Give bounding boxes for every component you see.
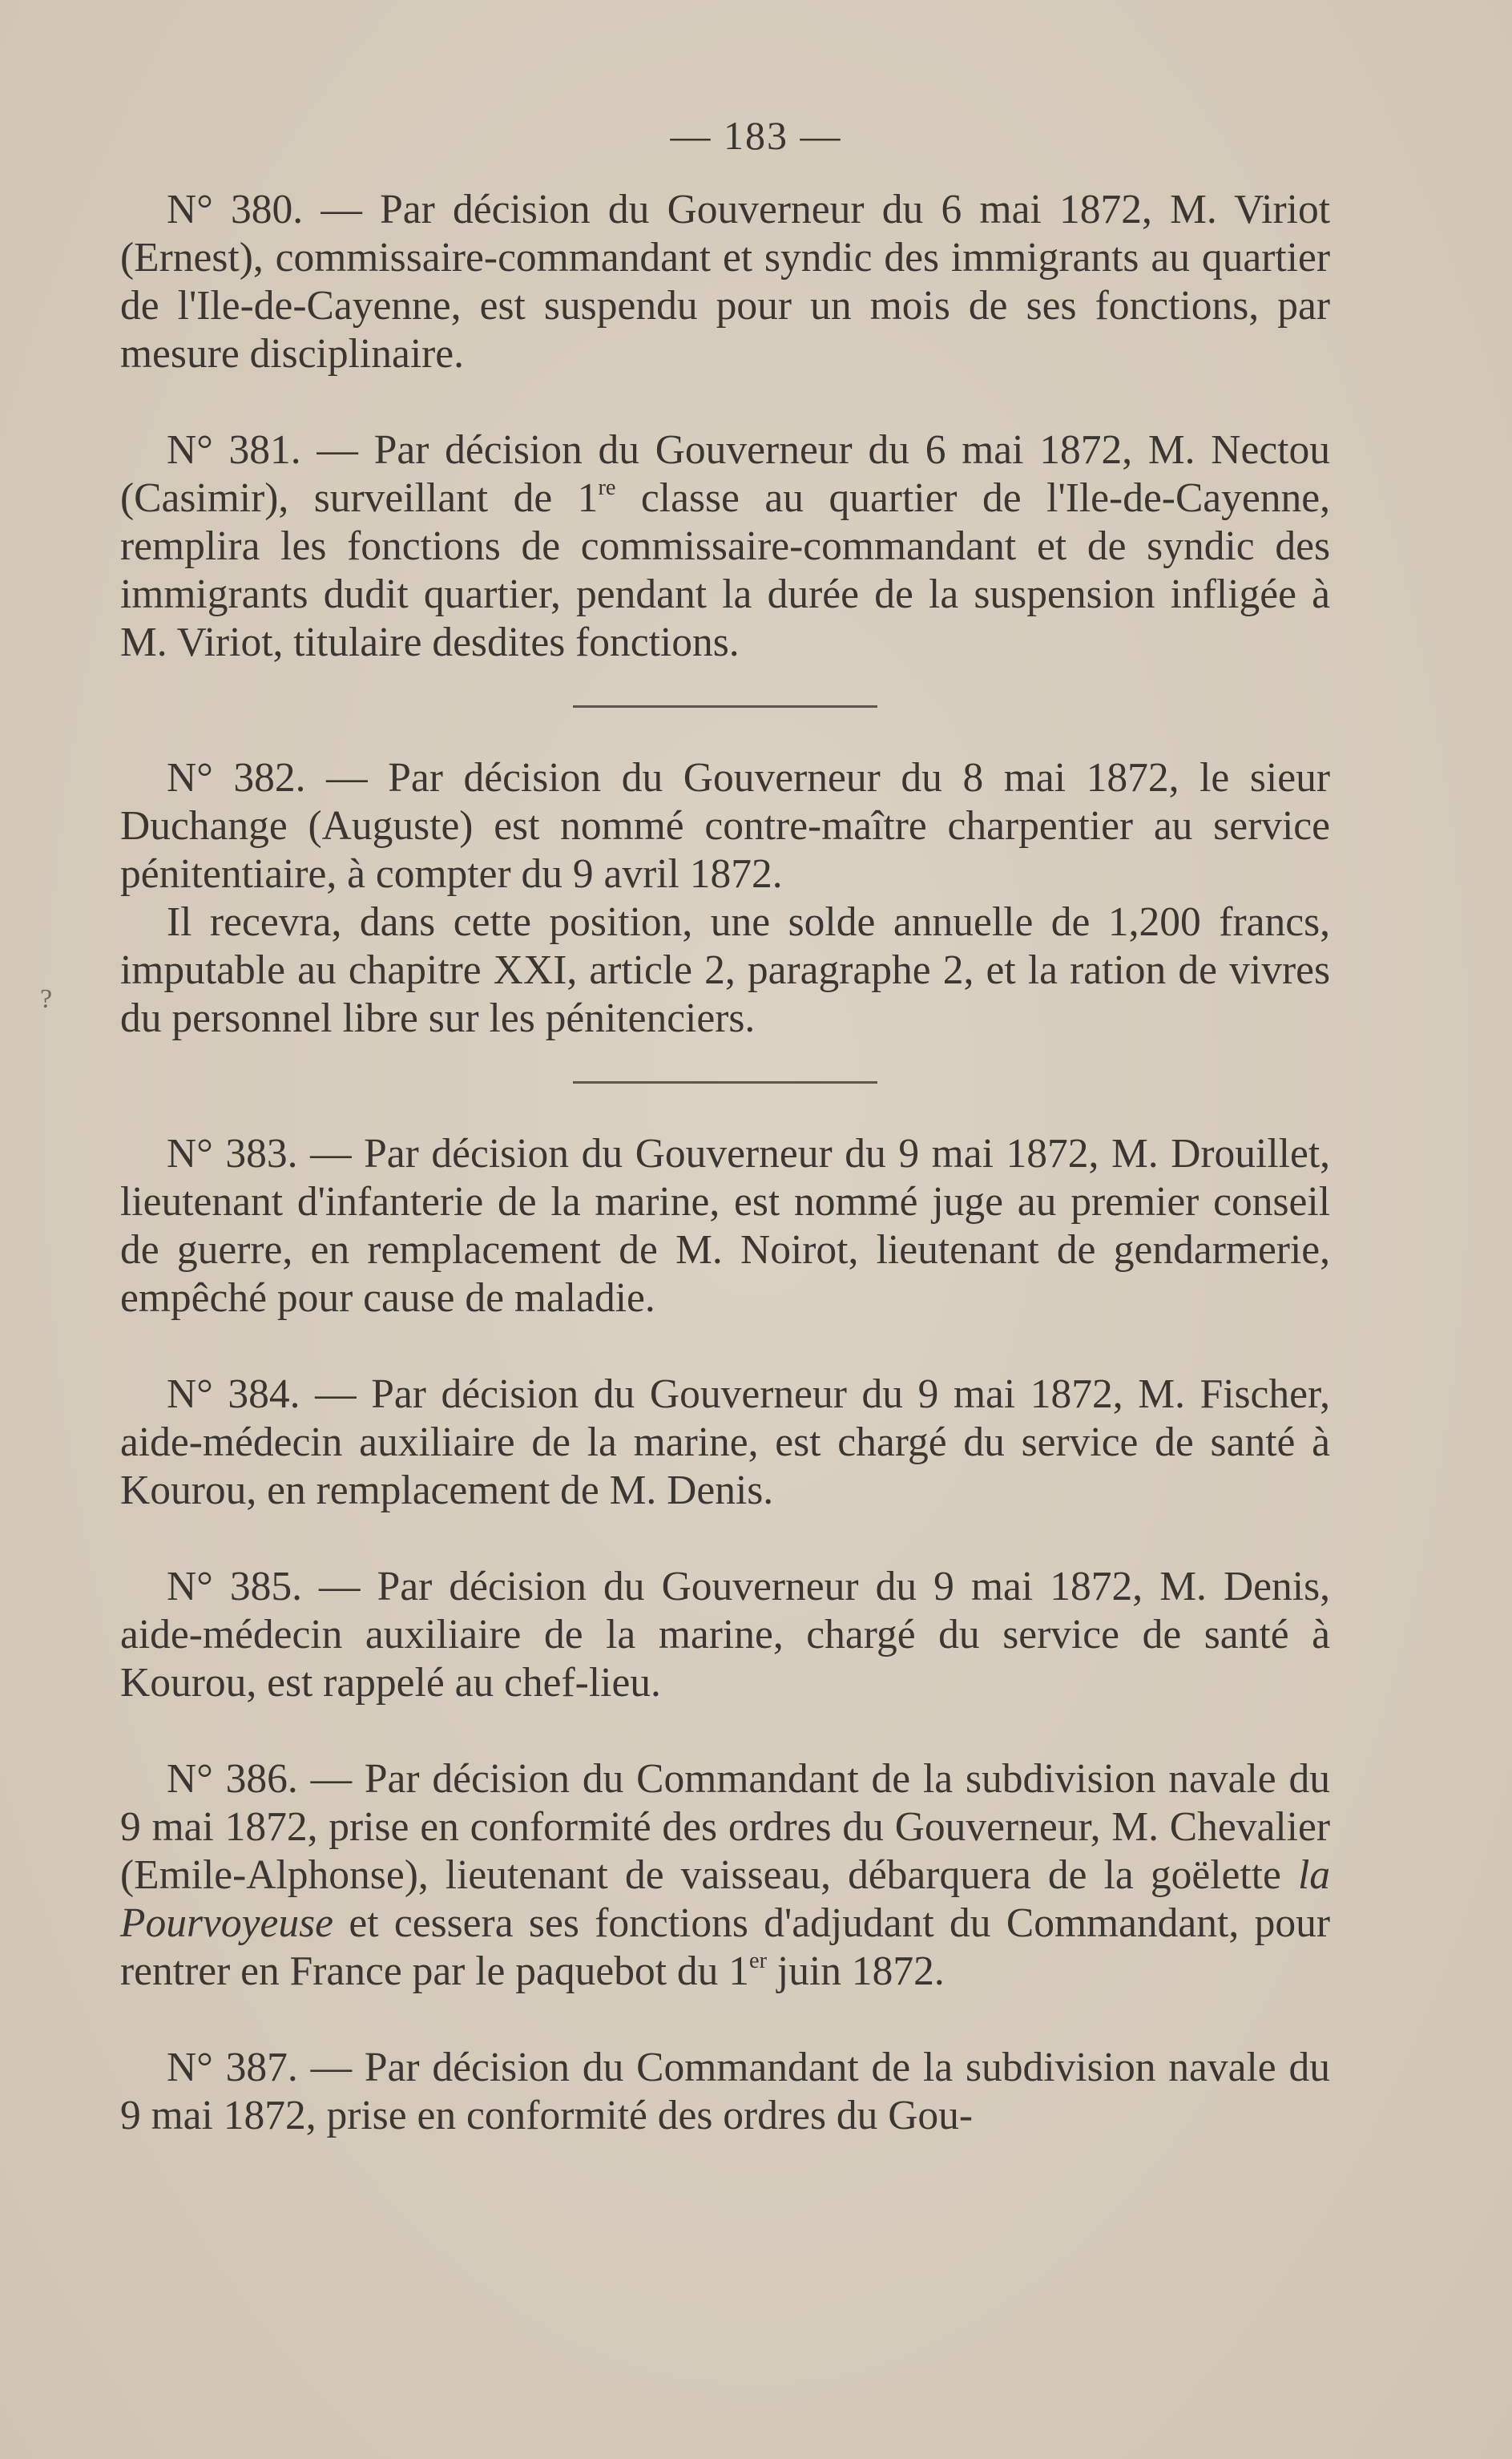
paragraph: N° 384. — Par décision du Gouverneur du 9 mai 1872, M. Fischer, aide-médecin auxiliaire de la marine, est chargé du service de santé à Kourou, en remplacement de M. Denis. (120, 1371, 1330, 1513)
entry-381 (120, 426, 1330, 667)
paragraph: N° 382. — Par décision du Gouverneur du 8 mai 1872, le sieur Duchange (Auguste) est nommé contre-maître charpentier au service pénitentiaire, à compter du 9 avril 1872. (120, 755, 1330, 897)
entry-384 (120, 1371, 1330, 1515)
ship-name: la Pourvoyeuse (120, 1852, 1330, 1946)
page-number: — 183 — (670, 113, 842, 158)
paragraph: N° 387. — Par décision du Commandant de la subdivision navale du 9 mai 1872, prise en conformité des ordres du Gou- (120, 2045, 1330, 2138)
superscript: re (598, 474, 616, 500)
text-run: classe au quartier de l'Ile-de-Cayenne, remplira les fonctions de commissaire-commandant et de syndic des immigrants dudit quartier, pendant la durée de la suspension infligée à M. Viriot, titulaire desdites fonctions. (120, 475, 1330, 665)
separator-rule (573, 705, 877, 708)
entry-386 (120, 1755, 1330, 1996)
text-run: N° 381. — Par décision du Gouverneur du 6 mai 1872, M. Nectou (Casimir), surveillant de 1 (120, 427, 1330, 521)
text-run: juin 1872. (767, 1948, 945, 1994)
paragraph (120, 426, 1330, 667)
entry-382 (120, 754, 1330, 1043)
entry-383 (120, 1130, 1330, 1322)
margin-mark: ? (40, 984, 53, 1014)
paragraph: N° 385. — Par décision du Gouverneur du 9 mai 1872, M. Denis, aide-médecin auxiliaire de la marine, chargé du service de santé à Kourou, est rappelé au chef-lieu. (120, 1564, 1330, 1706)
body-text (120, 186, 1330, 2188)
entry-380 (120, 186, 1330, 378)
text-run: N° 386. — Par décision du Commandant de la subdivision navale du 9 mai 1872, prise en conformité des ordres du Gouverneur, M. Chevalier (Emile-Alphonse), lieutenant de vaisseau, débarquera de la goëlette (120, 1756, 1330, 1898)
text-run: et cessera ses fonctions d'adjudant du Commandant, pour rentrer en France par le paquebot du 1 (120, 1900, 1330, 1994)
paragraph: Il recevra, dans cette position, une solde annuelle de 1,200 francs, imputable au chapitre XXI, article 2, paragraphe 2, et la ration de vivres du personnel libre sur les pénitenciers. (120, 899, 1330, 1041)
superscript: er (749, 1948, 768, 1973)
separator-rule (573, 1081, 877, 1084)
entry-385 (120, 1563, 1330, 1707)
paragraph: N° 383. — Par décision du Gouverneur du 9 mai 1872, M. Drouillet, lieutenant d'infanterie de la marine, est nommé juge au premier conseil de guerre, en remplacement de M. Noirot, lieutenant de gendarmerie, empêché pour cause de maladie. (120, 1131, 1330, 1321)
entry-387 (120, 2044, 1330, 2140)
paragraph (120, 1755, 1330, 1996)
paragraph: N° 380. — Par décision du Gouverneur du 6 mai 1872, M. Viriot (Ernest), commissaire-commandant et syndic des immigrants au quartier de l'Ile-de-Cayenne, est suspendu pour un mois de ses fonctions, par mesure disciplinaire. (120, 187, 1330, 377)
